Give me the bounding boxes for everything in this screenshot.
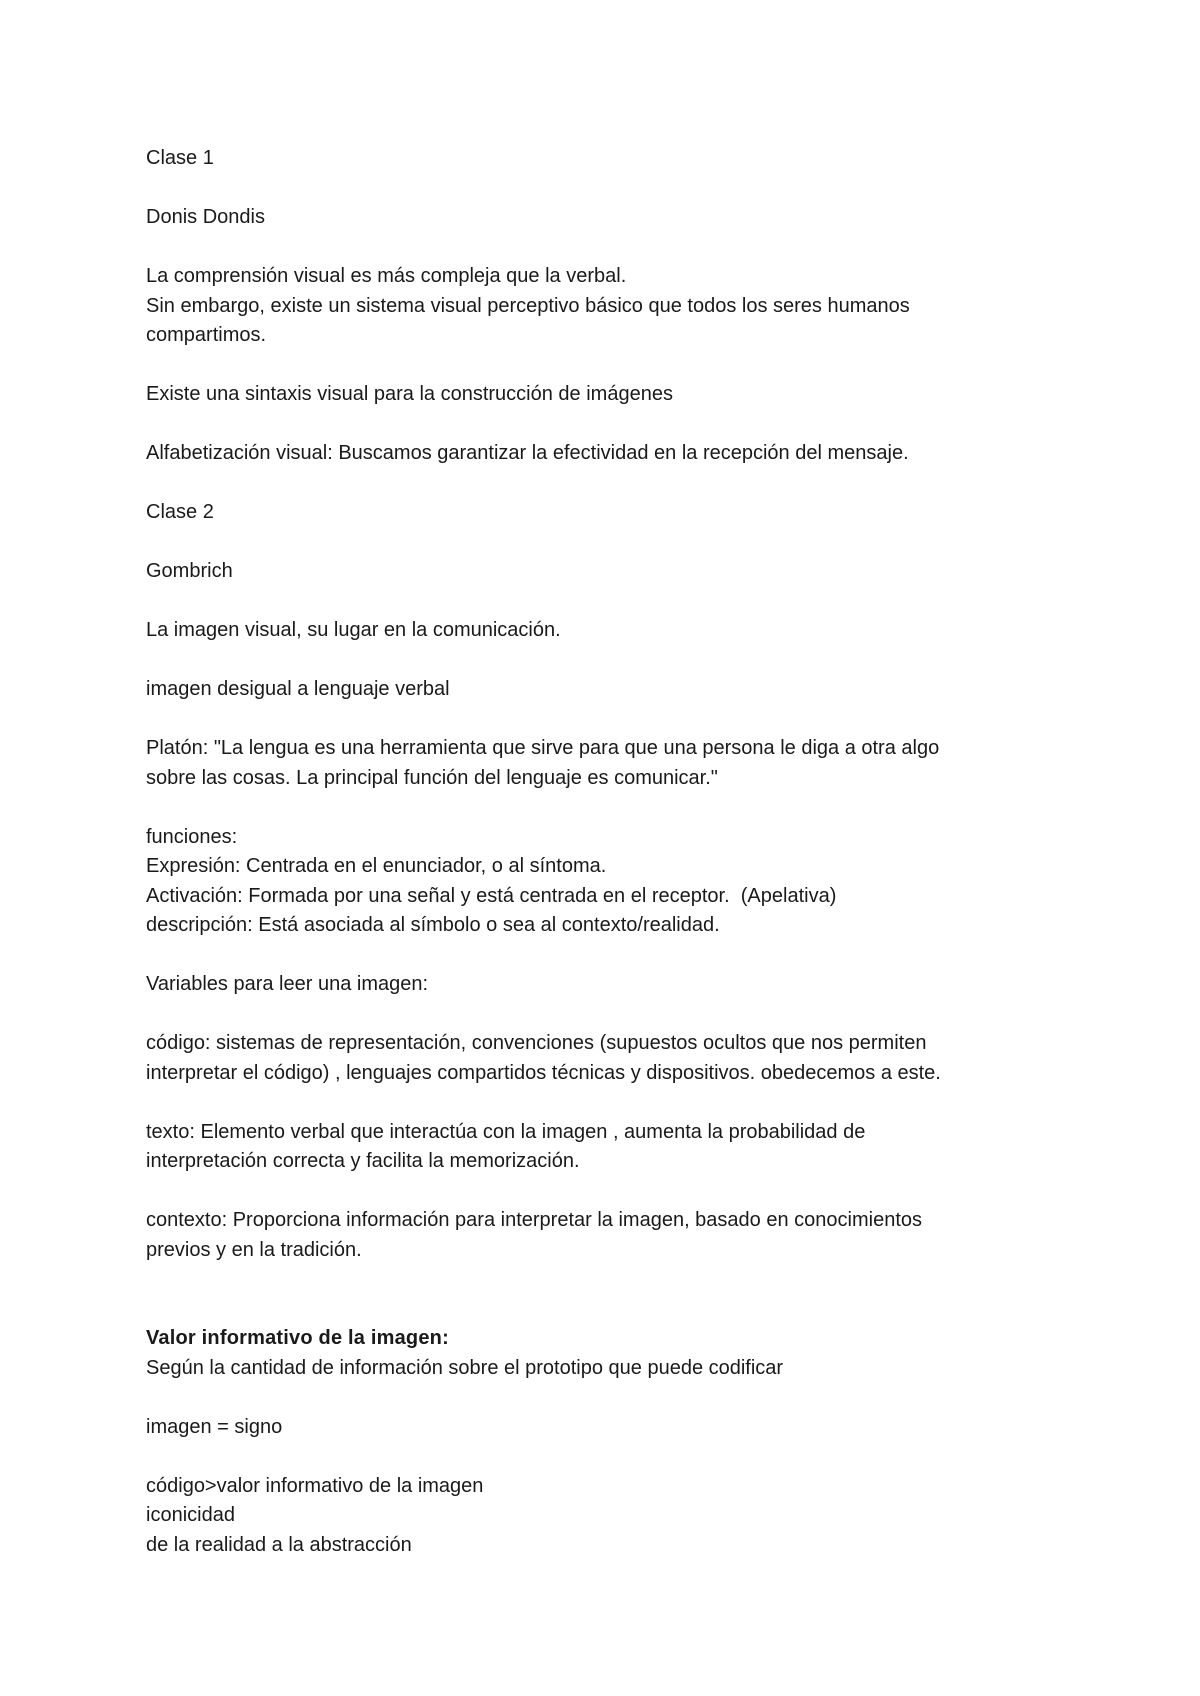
clase2-author: Gombrich xyxy=(146,560,233,582)
document-page xyxy=(146,144,1066,1560)
spacer xyxy=(146,233,1066,263)
codigo-line-1: código: sistemas de representación, convenciones (supuestos ocultos que nos permiten xyxy=(146,1032,927,1054)
spacer xyxy=(146,351,1066,381)
spacer xyxy=(146,1088,1066,1118)
variables-heading: Variables para leer una imagen: xyxy=(146,973,429,995)
contexto-line-2: previos y en la tradición. xyxy=(146,1238,362,1261)
spacer xyxy=(146,410,1066,440)
spacer xyxy=(146,793,1066,823)
spacer xyxy=(146,705,1066,735)
funciones-expresion: Expresión: Centrada en el enunciador, o al síntoma. xyxy=(146,855,607,877)
valor-heading: Valor informativo de la imagen: xyxy=(146,1327,449,1349)
clase2-paragraph-2: imagen desigual a lenguaje verbal xyxy=(146,678,450,700)
funciones-heading: funciones: xyxy=(146,825,238,848)
funciones-descripcion: descripción: Está asociada al símbolo o sea al contexto/realidad. xyxy=(146,914,720,936)
spacer xyxy=(146,1442,1066,1472)
spacer xyxy=(146,1265,1066,1324)
spacer xyxy=(146,1383,1066,1413)
valor-paragraph-1: Según la cantidad de información sobre el prototipo que puede codificar xyxy=(146,1356,784,1379)
spacer xyxy=(146,1177,1066,1207)
spacer xyxy=(146,1000,1066,1030)
valor-line-1: código>valor informativo de la imagen xyxy=(146,1474,484,1497)
texto-line-1: texto: Elemento verbal que interactúa con la imagen , aumenta la probabilidad de xyxy=(146,1120,866,1143)
clase1-paragraph-1-line-2: Sin embargo, existe un sistema visual perceptivo básico que todos los seres humanos xyxy=(146,294,910,317)
spacer xyxy=(146,646,1066,676)
spacer xyxy=(146,941,1066,971)
clase1-paragraph-1-line-1: La comprensión visual es más compleja que la verbal. xyxy=(146,265,627,287)
funciones-activacion: Activación: Formada por una señal y está centrada en el receptor. (Apelativa) xyxy=(146,884,837,907)
codigo-line-2: interpretar el código) , lenguajes compartidos técnicas y dispositivos. obedecemos a este. xyxy=(146,1061,941,1084)
clase1-author: Donis Dondis xyxy=(146,206,265,228)
valor-line-3: de la realidad a la abstracción xyxy=(146,1533,412,1556)
valor-paragraph-2: imagen = signo xyxy=(146,1415,283,1438)
clase2-title: Clase 2 xyxy=(146,501,214,523)
clase2-paragraph-1: La imagen visual, su lugar en la comunicación. xyxy=(146,619,561,641)
clase2-quote-line-1: Platón: "La lengua es una herramienta que sirve para que una persona le diga a otra algo xyxy=(146,737,940,759)
clase2-quote-line-2: sobre las cosas. La principal función del lenguaje es comunicar." xyxy=(146,766,718,789)
valor-line-2: iconicidad xyxy=(146,1504,235,1526)
spacer xyxy=(146,174,1066,204)
clase1-title: Clase 1 xyxy=(146,147,214,169)
spacer xyxy=(146,587,1066,617)
clase1-paragraph-3: Alfabetización visual: Buscamos garantizar la efectividad en la recepción del mensaje. xyxy=(146,442,909,464)
spacer xyxy=(146,469,1066,499)
texto-line-2: interpretación correcta y facilita la memorización. xyxy=(146,1150,580,1172)
clase1-paragraph-2: Existe una sintaxis visual para la construcción de imágenes xyxy=(146,383,673,405)
spacer xyxy=(146,528,1066,558)
clase1-paragraph-1-line-3: compartimos. xyxy=(146,324,267,346)
contexto-line-1: contexto: Proporciona información para interpretar la imagen, basado en conocimientos xyxy=(146,1209,922,1231)
